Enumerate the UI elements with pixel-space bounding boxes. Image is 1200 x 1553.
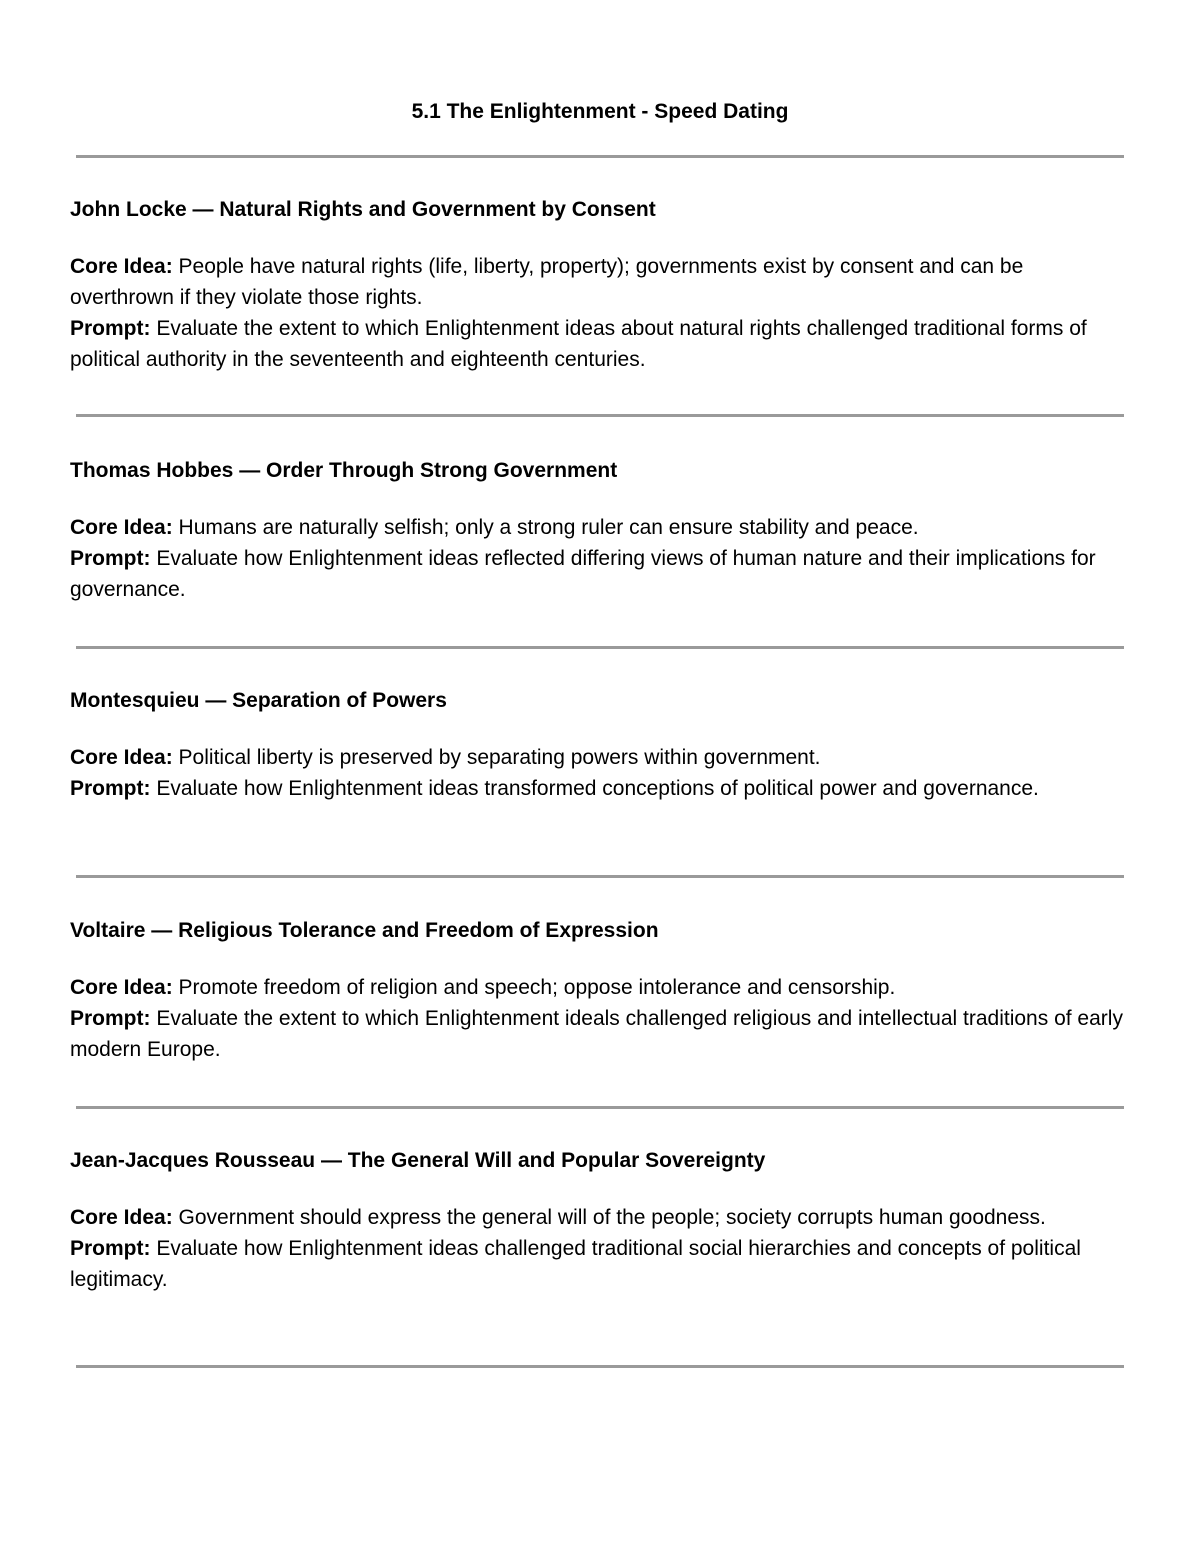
prompt bbox=[70, 773, 1130, 804]
divider bbox=[76, 875, 1124, 878]
core-idea bbox=[70, 251, 1130, 313]
prompt bbox=[70, 1003, 1130, 1065]
core-idea-text: Promote freedom of religion and speech; oppose intolerance and censorship. bbox=[178, 976, 896, 999]
section-heading: Jean-Jacques Rousseau — The General Will and Popular Sovereignty bbox=[70, 1149, 766, 1172]
divider bbox=[76, 1106, 1124, 1109]
prompt-text: Evaluate the extent to which Enlightenment ideals challenged religious and intellectual traditions of early modern Europe. bbox=[70, 1007, 1123, 1061]
core-idea bbox=[70, 972, 1130, 1003]
core-idea bbox=[70, 512, 1130, 543]
prompt bbox=[70, 543, 1130, 605]
section-heading: John Locke — Natural Rights and Government by Consent bbox=[70, 198, 656, 221]
section-voltaire bbox=[70, 917, 1130, 1065]
core-idea-label: Core Idea: bbox=[70, 255, 173, 278]
prompt-label: Prompt: bbox=[70, 1237, 151, 1260]
core-idea-label: Core Idea: bbox=[70, 746, 173, 769]
section-thomas-hobbes bbox=[70, 457, 1130, 605]
prompt-text: Evaluate how Enlightenment ideas reflected differing views of human nature and their implications for governance. bbox=[70, 547, 1096, 601]
prompt bbox=[70, 313, 1130, 375]
section-heading: Montesquieu — Separation of Powers bbox=[70, 689, 447, 712]
core-idea-label: Core Idea: bbox=[70, 1206, 173, 1229]
section-heading: Thomas Hobbes — Order Through Strong Government bbox=[70, 459, 618, 482]
core-idea-text: Government should express the general will of the people; society corrupts human goodness. bbox=[178, 1206, 1046, 1229]
core-idea-label: Core Idea: bbox=[70, 976, 173, 999]
prompt-text: Evaluate how Enlightenment ideas challenged traditional social hierarchies and concepts of political legitimacy. bbox=[70, 1237, 1081, 1291]
core-idea bbox=[70, 1202, 1130, 1233]
section-john-locke bbox=[70, 196, 1130, 375]
prompt-text: Evaluate the extent to which Enlightenment ideas about natural rights challenged traditional forms of political authority in the seventeenth and eighteenth centuries. bbox=[70, 317, 1087, 371]
prompt-text: Evaluate how Enlightenment ideas transformed conceptions of political power and governance. bbox=[156, 777, 1039, 800]
core-idea-text: People have natural rights (life, liberty, property); governments exist by consent and can be overthrown if they violate those rights. bbox=[70, 255, 1024, 309]
prompt bbox=[70, 1233, 1130, 1295]
prompt-label: Prompt: bbox=[70, 1007, 151, 1030]
section-rousseau bbox=[70, 1147, 1130, 1295]
prompt-label: Prompt: bbox=[70, 777, 151, 800]
core-idea-text: Humans are naturally selfish; only a strong ruler can ensure stability and peace. bbox=[178, 516, 919, 539]
section-montesquieu bbox=[70, 687, 1130, 804]
prompt-label: Prompt: bbox=[70, 547, 151, 570]
divider bbox=[76, 155, 1124, 158]
section-heading: Voltaire — Religious Tolerance and Freedom of Expression bbox=[70, 919, 659, 942]
document-title: 5.1 The Enlightenment - Speed Dating bbox=[411, 100, 789, 123]
core-idea bbox=[70, 742, 1130, 773]
core-idea-label: Core Idea: bbox=[70, 516, 173, 539]
divider bbox=[76, 414, 1124, 417]
divider bbox=[76, 1365, 1124, 1368]
prompt-label: Prompt: bbox=[70, 317, 151, 340]
divider bbox=[76, 646, 1124, 649]
core-idea-text: Political liberty is preserved by separating powers within government. bbox=[178, 746, 821, 769]
